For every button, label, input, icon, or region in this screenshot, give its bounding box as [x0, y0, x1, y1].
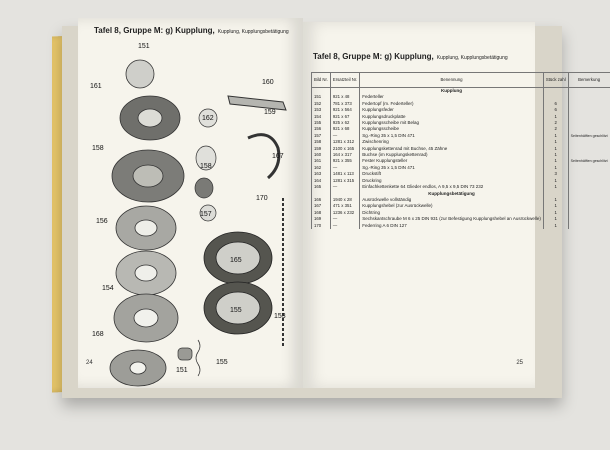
table-cell-desc: Kupplungsscheibe mit Belag — [360, 120, 544, 126]
table-cell-ersatz: — — [330, 165, 359, 171]
column-header: Bild Nr. — [312, 73, 331, 88]
table-cell-desc: Buchse (im Kupplungskettenrad) — [360, 152, 544, 158]
parts-table-body — [312, 88, 610, 229]
clutch-disc-stack — [110, 60, 184, 386]
table-cell-ersatz: — — [330, 133, 359, 139]
table-cell-pos: 158 — [312, 139, 331, 145]
callout-label: 159 — [264, 109, 276, 116]
table-cell-desc: Kupplungsscheibe — [360, 126, 544, 132]
right-page — [303, 22, 608, 388]
table-cell-ersatz: 2100 x 165 — [330, 146, 359, 152]
table-cell-ersatz: 921 x 68 — [330, 126, 359, 132]
table-cell-desc: Federtopf (m. Federteller) — [360, 101, 544, 107]
table-cell-qty: 1 — [543, 158, 568, 164]
table-cell-desc: Federring A 6 DIN 127 — [360, 223, 544, 229]
group-heading-row — [312, 88, 610, 95]
table-cell-qty: 1 — [543, 223, 568, 229]
right-page-number: 25 — [516, 360, 523, 366]
column-header: Ersatzteil Nr. — [330, 73, 359, 88]
table-cell-pos: 157 — [312, 133, 331, 139]
callout-label: 167 — [272, 153, 284, 160]
callout-label: 155 — [230, 307, 242, 314]
table-cell-qty: 1 — [543, 146, 568, 152]
table-cell-ersatz: 1281 x 312 — [330, 139, 359, 145]
table-cell-pos: 154 — [312, 114, 331, 120]
table-cell-bem: Seitenhälften geschlitzt — [568, 133, 609, 139]
table-cell-desc: Druckstift — [360, 171, 544, 177]
table-cell-ersatz: — — [330, 216, 359, 222]
table-cell-ersatz: 921 x 355 — [330, 158, 359, 164]
table-cell-ersatz: 1236 x 232 — [330, 210, 359, 216]
table-cell-desc: Kupplungskettenrad mit Buchse, 45 Zähne — [360, 146, 544, 152]
exploded-parts-drawing — [78, 18, 303, 388]
table-cell-bem — [568, 223, 609, 229]
table-cell-desc: Federteller — [360, 94, 544, 100]
table-cell-pos: 153 — [312, 107, 331, 113]
table-cell-desc: Sg.-Ring 35 x 1,5 DIN 471 — [360, 133, 544, 139]
callout-label: 157 — [200, 211, 212, 218]
callout-label: 160 — [262, 79, 274, 86]
left-header-title: Tafel 8, Gruppe M: g) Kupplung, — [94, 26, 215, 35]
table-cell-qty: 6 — [543, 107, 568, 113]
table-cell-qty: 2 — [543, 126, 568, 132]
table-cell-qty: 1 — [543, 216, 568, 222]
table-cell-pos: 170 — [312, 223, 331, 229]
table-cell-ersatz: 471 x 351 — [330, 203, 359, 209]
table-cell-qty: 6 — [543, 101, 568, 107]
table-cell-pos: 162 — [312, 165, 331, 171]
table-cell-pos: 161 — [312, 158, 331, 164]
table-cell-ersatz: 925 x 62 — [330, 120, 359, 126]
friction-discs — [204, 232, 272, 334]
callout-label: 151 — [138, 43, 150, 50]
table-cell-ersatz: 1481 x 113 — [330, 171, 359, 177]
table-cell-desc: Kupplungsbetätigung — [360, 191, 544, 197]
column-header: Benennung — [360, 73, 544, 88]
table-cell-bem — [568, 88, 609, 95]
table-cell-qty: 1 — [543, 197, 568, 203]
table-cell-desc: Ausrückwelle vollständig — [360, 197, 544, 203]
column-header: Bemerkung — [568, 73, 609, 88]
table-cell-pos: 163 — [312, 171, 331, 177]
table-cell-desc: Kupplungshebel (zur Ausrückwelle) — [360, 203, 544, 209]
table-cell-qty: 1 — [543, 165, 568, 171]
callout-label: 162 — [202, 115, 214, 122]
table-header-row — [312, 73, 610, 88]
table-cell-qty: 1 — [543, 139, 568, 145]
table-cell-desc: Druckring — [360, 178, 544, 184]
table-cell-desc: Kupplung — [360, 88, 544, 95]
table-cell-pos: 165 — [312, 184, 331, 190]
table-cell-desc: Dichtring — [360, 210, 544, 216]
table-cell-desc: Fester Kupplungsteller — [360, 158, 544, 164]
table-cell-qty: 1 — [543, 114, 568, 120]
table-cell-pos: 166 — [312, 197, 331, 203]
table-cell-qty — [543, 88, 568, 95]
table-cell-qty: 1 — [543, 184, 568, 190]
table-cell-pos: 152 — [312, 101, 331, 107]
table-cell-qty: 1 — [543, 178, 568, 184]
table-cell-qty: 2 — [543, 120, 568, 126]
table-cell-qty: 1 — [543, 203, 568, 209]
callout-label: 161 — [90, 83, 102, 90]
table-cell-qty: 3 — [543, 171, 568, 177]
callout-label: 151 — [176, 367, 188, 374]
callout-label: 156 — [96, 218, 108, 225]
right-header-title: Tafel 8, Gruppe M: g) Kupplung, — [313, 52, 434, 61]
table-cell-pos — [312, 88, 331, 95]
table-cell-ersatz: — — [330, 184, 359, 190]
callout-label: 165 — [230, 257, 242, 264]
table-cell-pos: 168 — [312, 210, 331, 216]
table-cell-ersatz — [330, 88, 359, 95]
table-cell-qty: 1 — [543, 210, 568, 216]
table-cell-pos: 160 — [312, 152, 331, 158]
callout-label: 154 — [102, 285, 114, 292]
table-cell-desc: Kupplungsdruckplatte — [360, 114, 544, 120]
table-cell-desc: Zwischenring — [360, 139, 544, 145]
callout-label: 153 — [274, 313, 286, 320]
callout-label: 155 — [216, 359, 228, 366]
table-cell-pos: 164 — [312, 178, 331, 184]
table-cell-ersatz: 781 x 373 — [330, 101, 359, 107]
table-cell-pos: 167 — [312, 203, 331, 209]
table-cell-ersatz: 921 x 67 — [330, 114, 359, 120]
right-header-subtitle: Kupplung, Kupplungsbetätigung — [436, 55, 508, 61]
table-cell-ersatz: — — [330, 223, 359, 229]
callout-label: 158 — [200, 163, 212, 170]
right-page-header — [313, 52, 508, 61]
table-cell-pos: 169 — [312, 216, 331, 222]
table-cell-bem: Seitenhälften geschlitzt — [568, 158, 609, 164]
left-page-number: 24 — [86, 360, 93, 366]
table-cell-ersatz: 1281 x 315 — [330, 178, 359, 184]
table-cell-desc: Sechskantschraube M 6 x 25 DIN 931 (zur Befestigung Kupplungshebel an Ausrückwelle) — [360, 216, 544, 222]
table-cell-pos: 156 — [312, 126, 331, 132]
callout-label: 170 — [256, 195, 268, 202]
table-cell-ersatz: 1940 x 28 — [330, 197, 359, 203]
table-cell-pos: 155 — [312, 120, 331, 126]
table-cell-desc: Sg.-Ring 35 x 1,5 DIN 471 — [360, 165, 544, 171]
table-cell-ersatz: 921 x 564 — [330, 107, 359, 113]
column-header: Stück zahl — [543, 73, 568, 88]
table-cell-desc: Einfachkettenkette 64 Glieder endlos, A 9,5 x 9,5 DIN 73 232 — [360, 184, 544, 190]
left-header-subtitle: Kupplung, Kupplungsbetätigung — [217, 29, 289, 35]
left-page — [78, 18, 303, 388]
callout-label: 158 — [92, 145, 104, 152]
table-row — [312, 223, 610, 229]
callout-label: 168 — [92, 331, 104, 338]
parts-table — [311, 72, 610, 229]
table-cell-qty: 1 — [543, 133, 568, 139]
table-cell-ersatz: 164 x 317 — [330, 152, 359, 158]
table-cell-pos: 151 — [312, 94, 331, 100]
table-cell-desc: Kupplungsfeder — [360, 107, 544, 113]
table-cell-ersatz: 921 x 48 — [330, 94, 359, 100]
table-cell-pos: 159 — [312, 146, 331, 152]
table-cell-qty: 1 — [543, 152, 568, 158]
